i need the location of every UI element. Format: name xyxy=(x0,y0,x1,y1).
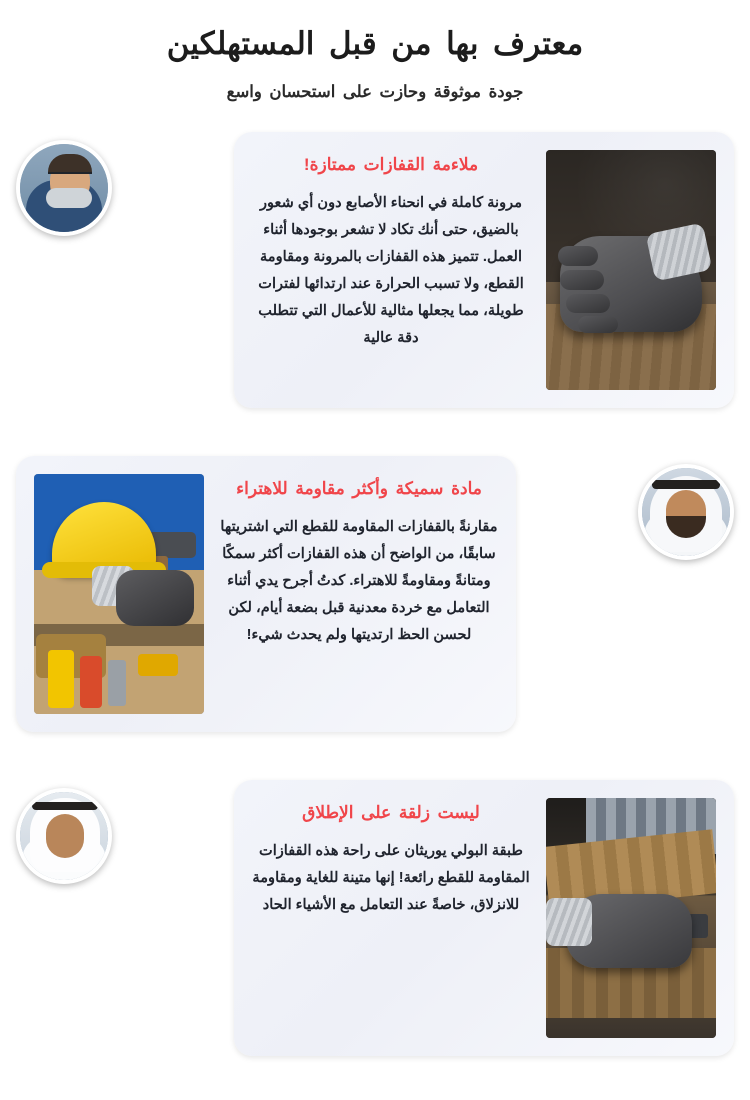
review-body-3: طبقة البولي يوريثان على راحة هذه القفازات المقاومة للقطع رائعة! إنها متينة للغاية ومقاومة للانزلاق، خاصةً عند التعامل مع الأشياء الحاد xyxy=(252,843,530,914)
review-title-1: ملاءمة القفازات ممتازة! xyxy=(303,155,479,175)
review-card-1 xyxy=(234,132,734,408)
review-text-3 xyxy=(252,802,530,919)
review-card-3 xyxy=(234,780,734,1056)
hand-with-chisel-on-wood-photo xyxy=(546,798,716,1038)
page-title: معترف بها من قبل المستهلكين xyxy=(166,26,584,61)
page-subtitle: جودة موثوقة وحازت على استحسان واسع xyxy=(226,83,524,102)
gloved-hand-on-workbench-photo xyxy=(546,150,716,390)
review-block-2 xyxy=(0,456,750,746)
review-body-1: مرونة كاملة في انحناء الأصابع دون أي شعور بالضيق، حتى أنك تكاد لا تشعر بوجودها أثناء العمل. تتميز هذه القفازات بالمرونة ومقاومة القطع، ولا تسبب الحرارة عند ارتدائها لفترات طويلة، مما يجعلها مثالية للأعمال التي تتطلب دقة عالية xyxy=(258,195,524,347)
worker-with-helmet-and-hammer-photo xyxy=(34,474,204,714)
reviewer-avatar-bearded-man xyxy=(638,464,734,560)
review-block-3 xyxy=(0,780,750,1070)
review-card-2 xyxy=(16,456,516,732)
review-body-2: مقارنةً بالقفازات المقاومة للقطع التي اشتريتها سابقًا، من الواضح أن هذه القفازات أكثر سمكًا ومتانةً ومقاومةً للاهتراء. كدتُ أجرح يدي أثناء التعامل مع خردة معدنية قبل بضعة أيام، لكن لحسن الحظ ارتديتها ولم يحدث شيء! xyxy=(220,519,498,644)
review-title-2: مادة سميكة وأكثر مقاومة للاهتراء xyxy=(236,479,482,499)
review-text-1 xyxy=(252,154,530,352)
review-title-3: ليست زلقة على الإطلاق xyxy=(302,803,480,823)
review-text-2 xyxy=(220,478,498,649)
page-header xyxy=(0,0,750,102)
reviewer-avatar-young-man xyxy=(16,788,112,884)
review-block-1 xyxy=(0,132,750,422)
reviewer-avatar-welder xyxy=(16,140,112,236)
